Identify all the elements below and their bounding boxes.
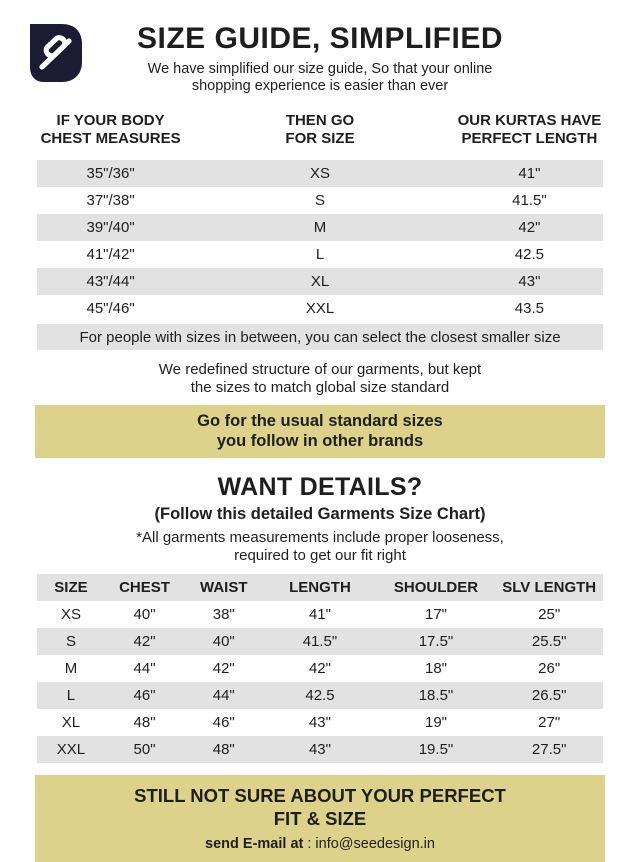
chest-cell: 48" <box>133 714 156 731</box>
table-row <box>37 655 603 682</box>
redefined-line-2: the sizes to match global size standard <box>190 379 450 396</box>
table-row <box>37 268 603 295</box>
chest-cell: 45"/46" <box>86 300 135 317</box>
standard-sizes-banner <box>35 405 605 458</box>
subtitle-line-1: We have simplified our size guide, So that your online <box>147 61 493 77</box>
chest-cell: 50" <box>133 741 156 758</box>
length-cell: 41" <box>308 606 331 623</box>
table-row <box>37 241 603 268</box>
size-cell: M <box>313 219 327 236</box>
chest-cell: 39"/40" <box>86 219 135 236</box>
detailed-table-header <box>37 574 603 601</box>
length-cell: 43" <box>518 273 541 290</box>
simple-size-table-header <box>37 112 603 148</box>
size-cell: L <box>315 246 325 263</box>
length-cell: 42" <box>518 219 541 236</box>
header <box>0 22 640 98</box>
length-cell: 43.5 <box>514 300 544 317</box>
detailed-table-body <box>37 601 603 763</box>
redefined-line-1: We redefined structure of our garments, but kept <box>158 361 482 378</box>
chest-cell: 42" <box>133 633 156 650</box>
col-header-line: OUR KURTAS HAVE <box>457 112 602 129</box>
size-cell: S <box>314 192 325 209</box>
length-cell: 43" <box>308 741 331 758</box>
in-between-sizes-note: For people with sizes in between, you can select the closest smaller size <box>37 324 603 350</box>
table-row <box>37 628 603 655</box>
chest-cell: 44" <box>133 660 156 677</box>
chest-cell: 46" <box>133 687 156 704</box>
size-cell: S <box>65 633 76 650</box>
table-row <box>37 709 603 736</box>
redefined-structure-text <box>0 361 640 397</box>
col-header-line: CHEST MEASURES <box>40 130 181 147</box>
length-cell: 41.5" <box>302 633 338 650</box>
length-cell: 41.5" <box>512 192 547 209</box>
length-cell: 41" <box>518 165 541 182</box>
length-cell: 42.5 <box>305 687 335 704</box>
table-row <box>37 682 603 709</box>
slv-length-cell: 26.5" <box>531 687 567 704</box>
size-cell: XL <box>61 714 81 731</box>
size-cell: XXL <box>56 741 86 758</box>
shoulder-cell: 19" <box>424 714 447 731</box>
size-cell: L <box>66 687 76 704</box>
waist-cell: 44" <box>212 687 235 704</box>
size-cell: XS <box>309 165 330 182</box>
table-row <box>37 160 603 187</box>
page-title: SIZE GUIDE, SIMPLIFIED <box>136 22 504 55</box>
slv-length-cell: 25.5" <box>531 633 567 650</box>
contact-banner <box>35 775 605 862</box>
chest-cell: 40" <box>133 606 156 623</box>
chest-cell: 41"/42" <box>86 246 135 263</box>
col-header-waist: WAIST <box>200 579 248 596</box>
measurements-disclaimer <box>0 529 640 565</box>
want-details-heading: WANT DETAILS? <box>217 473 423 501</box>
slv-length-cell: 27.5" <box>531 741 567 758</box>
simple-size-table-body <box>37 160 603 322</box>
slv-length-cell: 25" <box>538 606 561 623</box>
size-cell: XXL <box>305 300 335 317</box>
col-header-go-for-size <box>184 112 456 148</box>
col-header-size: SIZE <box>54 579 88 596</box>
waist-cell: 38" <box>212 606 235 623</box>
col-header-chest: CHEST <box>119 579 170 596</box>
email-line <box>35 836 605 852</box>
waist-cell: 48" <box>212 741 235 758</box>
detailed-size-table <box>37 574 603 763</box>
length-cell: 42.5 <box>514 246 544 263</box>
shoulder-cell: 18" <box>424 660 447 677</box>
chest-cell: 43"/44" <box>86 273 135 290</box>
table-row <box>37 214 603 241</box>
col-header-line: THEN GO <box>285 112 355 129</box>
subtitle-line-2: shopping experience is easier than ever <box>191 78 449 94</box>
size-cell: XS <box>60 606 81 623</box>
col-header-line: IF YOUR BODY <box>56 112 165 129</box>
size-cell: M <box>64 660 78 677</box>
disclaimer-line-2: required to get our fit right <box>234 547 406 564</box>
chest-cell: 35"/36" <box>86 165 135 182</box>
waist-cell: 46" <box>212 714 235 731</box>
contact-line-1: STILL NOT SURE ABOUT YOUR PERFECT <box>134 785 506 806</box>
col-header-slv-length: SLV LENGTH <box>502 579 597 596</box>
page-subtitle <box>0 61 640 95</box>
contact-line-2: FIT & SIZE <box>273 808 367 829</box>
col-header-shoulder: SHOULDER <box>393 579 479 596</box>
table-row <box>37 601 603 628</box>
shoulder-cell: 18.5" <box>418 687 454 704</box>
col-header-chest-measures <box>37 112 184 148</box>
shoulder-cell: 17.5" <box>418 633 454 650</box>
table-row <box>37 736 603 763</box>
slv-length-cell: 27" <box>538 714 561 731</box>
col-header-line: FOR SIZE <box>285 130 355 147</box>
slv-length-cell: 26" <box>538 660 561 677</box>
waist-cell: 42" <box>212 660 235 677</box>
size-cell: XL <box>310 273 330 290</box>
brand-logo-icon <box>30 24 82 82</box>
table-row <box>37 187 603 214</box>
col-header-line: PERFECT LENGTH <box>461 130 598 147</box>
chest-cell: 37"/38" <box>86 192 135 209</box>
length-cell: 43" <box>308 714 331 731</box>
waist-cell: 40" <box>212 633 235 650</box>
col-header-perfect-length <box>456 112 603 148</box>
want-details-subheading: (Follow this detailed Garments Size Chart) <box>154 505 486 523</box>
shoulder-cell: 17" <box>424 606 447 623</box>
simple-size-table <box>37 112 603 322</box>
shoulder-cell: 19.5" <box>418 741 454 758</box>
banner-line-1: Go for the usual standard sizes <box>197 412 443 430</box>
email-label: send E-mail at <box>205 836 304 852</box>
length-cell: 42" <box>308 660 331 677</box>
banner-line-2: you follow in other brands <box>216 432 424 450</box>
col-header-length: LENGTH <box>289 579 351 596</box>
disclaimer-line-1: *All garments measurements include proper looseness, <box>136 529 504 546</box>
table-row <box>37 295 603 322</box>
email-address: : info@seedesign.in <box>303 836 435 852</box>
